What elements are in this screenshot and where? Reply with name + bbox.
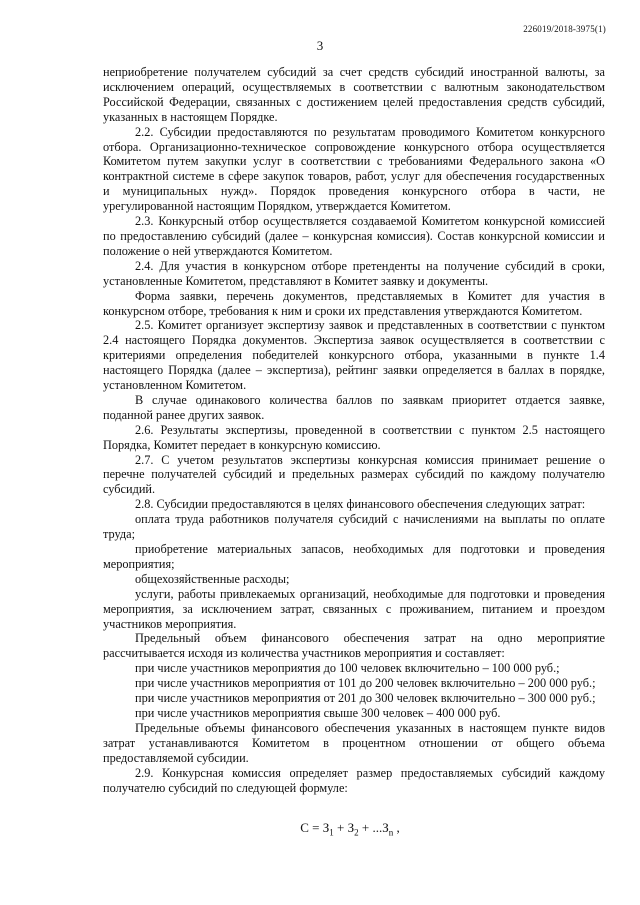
list-item-services: услуги, работы привлекаемых организаций, необходимые для подготовки и проведения мероприятия, за исключением затрат, связанных с проживанием, питанием и проездом участников мероприятия. xyxy=(103,586,605,631)
formula-sub-1: 1 xyxy=(329,827,334,838)
paragraph-2-4: 2.4. Для участия в конкурсном отборе претенденты на получение субсидий в сроки, установленные Комитетом, представляют в Комитет заявку и документы. xyxy=(103,258,605,288)
paragraph-limit-percent: Предельные объемы финансового обеспечения указанных в настоящем пункте видов затрат устанавливаются Комитетом в процентном отношении от общего объема предоставляемой субсидии. xyxy=(103,720,605,765)
list-item-limit-400: при числе участников мероприятия свыше 300 человек – 400 000 руб. xyxy=(135,705,501,720)
formula-plus-1: + З xyxy=(333,820,355,835)
paragraph-2-7: 2.7. С учетом результатов экспертизы конкурсная комиссия принимает решение о перечне получателей субсидий и предельных размерах субсидий по каждому получателю субсидий. xyxy=(103,452,605,497)
formula-tail: , xyxy=(393,820,400,835)
formula-plus-2: + ...З xyxy=(358,820,389,835)
paragraph-2-5: 2.5. Комитет организует экспертизу заявок и представленных в соответствии с пунктом 2.4 настоящего Порядка документов. Экспертиза заявок осуществляется в соответствии с критериями определения победителей конкурсного отбора, указанными в пункте 1.4 настоящего Порядка (далее – экспертиза), рейтинг заявки определяется в баллах в порядке, установленном Комитетом. xyxy=(103,318,605,393)
paragraph-2-8: 2.8. Субсидии предоставляются в целях финансового обеспечения следующих затрат: xyxy=(135,497,586,512)
paragraph-2-2: 2.2. Субсидии предоставляются по результатам проводимого Комитетом конкурсного отбора. Организационно-техническое сопровождение конкурсного отбора осуществляется Комитетом путем закупки услуг в соответствии с требованиями Федерального закона «О контрактной системе в сфере закупок товаров, работ, услуг для обеспечения государственных и муниципальных нужд». Порядок проведения конкурсного отбора в части, не урегулированной настоящим Порядком, утверждается Комитетом. xyxy=(103,124,605,214)
list-item-overhead: общехозяйственные расходы; xyxy=(135,571,290,586)
paragraph-2-6: 2.6. Результаты экспертизы, проведенной в соответствии с пунктом 2.5 настоящего Порядка, Комитет передает в конкурсную комиссию. xyxy=(103,422,605,452)
paragraph-2-5-tie: В случае одинакового количества баллов по заявкам приоритет отдается заявке, поданной ранее других заявок. xyxy=(103,392,605,422)
formula-sub-n: n xyxy=(388,827,394,838)
list-item-wages: оплата труда работников получателя субсидий с начислениями на выплаты по оплате труда; xyxy=(103,512,605,542)
list-item-limit-100: при числе участников мероприятия до 100 человек включительно – 100 000 руб.; xyxy=(135,661,560,676)
formula xyxy=(0,820,640,838)
paragraph-continuation: неприобретение получателем субсидий за счет средств субсидий иностранной валюты, за исключением операций, осуществляемых в соответствии с валютным законодательством Российской Федерации, связанных с достижением целей предоставления средств субсидий, указанных в настоящем Порядке. xyxy=(103,65,605,124)
paragraph-2-4-form: Форма заявки, перечень документов, представляемых в Комитет для участия в конкурсном отборе, требования к ним и сроки их представления утверждаются Комитетом. xyxy=(103,288,605,318)
list-item-materials: приобретение материальных запасов, необходимых для подготовки и проведения мероприятия; xyxy=(103,542,605,571)
paragraph-limit: Предельный объем финансового обеспечения затрат на одно мероприятие рассчитывается исходя из количества участников мероприятия и составляет: xyxy=(103,631,605,661)
formula-sub-2: 2 xyxy=(354,827,359,838)
paragraph-2-9: 2.9. Конкурсная комиссия определяет размер предоставляемых субсидий каждому получателю субсидий по следующей формуле: xyxy=(103,765,605,795)
list-item-limit-200: при числе участников мероприятия от 101 до 200 человек включительно – 200 000 руб.; xyxy=(135,676,596,691)
document-body xyxy=(103,65,605,795)
formula-lhs: С = З xyxy=(300,820,330,835)
page-number: 3 xyxy=(316,38,324,53)
list-item-limit-300: при числе участников мероприятия от 201 до 300 человек включительно – 300 000 руб.; xyxy=(135,691,596,706)
document-id: 226019/2018-3975(1) xyxy=(523,24,606,34)
paragraph-2-3: 2.3. Конкурсный отбор осуществляется создаваемой Комитетом конкурсной комиссией по предоставлению субсидий (далее – конкурсная комиссия). Состав конкурсной комиссии и положение о ней утверждаются Комитетом. xyxy=(103,214,605,258)
